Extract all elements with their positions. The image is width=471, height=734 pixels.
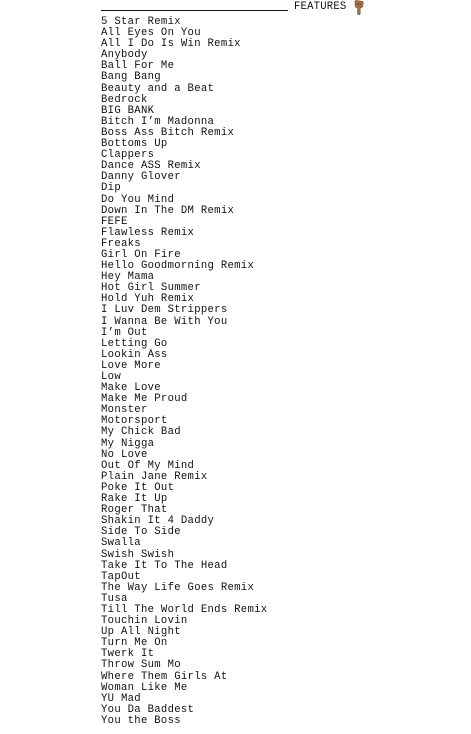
song-list-item: Hey Mama bbox=[101, 271, 155, 284]
song-list-item: Hold Yuh Remix bbox=[101, 293, 195, 306]
song-list-item: 5 Star Remix bbox=[101, 16, 181, 28]
song-list-item: FEFE bbox=[101, 215, 128, 228]
song-list-item: I Wanna Be With You bbox=[101, 315, 228, 328]
song-list-item: Girl On Fire bbox=[101, 248, 181, 261]
song-list-item: Anybody bbox=[101, 49, 148, 62]
song-list-item: Clappers bbox=[101, 149, 155, 162]
features-song-list bbox=[101, 17, 461, 727]
song-list-item: No Love bbox=[101, 448, 148, 461]
song-list-item: Love More bbox=[101, 359, 161, 372]
song-list-item: Turn Me On bbox=[101, 637, 168, 650]
song-list-item: Danny Glover bbox=[101, 171, 181, 184]
song-list-item: Plain Jane Remix bbox=[101, 470, 208, 483]
song-list-item: Letting Go bbox=[101, 337, 168, 350]
song-list-item: Make Love bbox=[101, 382, 161, 395]
features-title: FEATURES bbox=[294, 1, 347, 13]
note-content bbox=[101, 0, 461, 727]
song-list-item: Dance ASS Remix bbox=[101, 160, 201, 173]
song-list-item: Till The World Ends Remix bbox=[101, 603, 268, 616]
song-list-item: My Nigga bbox=[101, 437, 155, 450]
song-list-item: Make Me Proud bbox=[101, 393, 188, 406]
song-list-item: Up All Night bbox=[101, 626, 181, 639]
song-list-item: Where Them Girls At bbox=[101, 670, 228, 683]
song-list-item: Twerk It bbox=[101, 648, 155, 661]
song-list-item: Take It To The Head bbox=[101, 559, 228, 572]
song-list-item: Swish Swish bbox=[101, 548, 175, 561]
song-list-item: Down In The DM Remix bbox=[101, 204, 235, 217]
song-list-item: Boss Ass Bitch Remix bbox=[101, 126, 235, 139]
song-list-item: YU Mad bbox=[101, 692, 141, 705]
song-list-item: Ball For Me bbox=[101, 60, 175, 73]
song-list-item: BIG BANK bbox=[101, 104, 155, 117]
song-list-item: You Da Baddest bbox=[101, 703, 195, 716]
features-header bbox=[101, 0, 461, 15]
song-list-item: All Eyes On You bbox=[101, 27, 201, 40]
song-list-item: You the Boss bbox=[101, 714, 181, 727]
song-list-item: Dip bbox=[101, 182, 121, 195]
header-underline bbox=[101, 10, 288, 11]
song-list-item: Bitch I’m Madonna bbox=[101, 115, 215, 128]
song-list-item: Hello Goodmorning Remix bbox=[101, 260, 255, 273]
song-list-item: Bedrock bbox=[101, 93, 148, 106]
song-list-item: Hot Girl Summer bbox=[101, 282, 201, 295]
song-list-item: Rake It Up bbox=[101, 493, 168, 506]
song-list-item: Poke It Out bbox=[101, 481, 175, 494]
song-list-item: Throw Sum Mo bbox=[101, 659, 181, 672]
song-list-item: Do You Mind bbox=[101, 193, 175, 206]
song-list-item: Bang Bang bbox=[101, 71, 161, 84]
song-list-item: Roger That bbox=[101, 504, 168, 517]
song-list-item: The Way Life Goes Remix bbox=[101, 581, 255, 594]
song-list-item: My Chick Bad bbox=[101, 426, 181, 439]
song-list-item: I Luv Dem Strippers bbox=[101, 304, 228, 317]
song-list-item: Swalla bbox=[101, 537, 141, 550]
song-list-item: All I Do Is Win Remix bbox=[101, 38, 241, 51]
song-list-item: Low bbox=[101, 371, 121, 383]
backhand-index-pointing-down-icon bbox=[352, 0, 366, 15]
song-list-item: Flawless Remix bbox=[101, 226, 195, 239]
song-list-item: Out Of My Mind bbox=[101, 459, 195, 472]
song-list-item: Woman Like Me bbox=[101, 681, 188, 694]
song-list-item: Touchin Lovin bbox=[101, 615, 188, 628]
song-list-item: Motorsport bbox=[101, 415, 168, 428]
song-list-item: Bottoms Up bbox=[101, 138, 168, 151]
song-list-item: Shakin It 4 Daddy bbox=[101, 515, 215, 528]
song-list-item: Beauty and a Beat bbox=[101, 82, 215, 95]
song-list-item: TapOut bbox=[101, 570, 141, 583]
song-list-item: I’m Out bbox=[101, 326, 148, 339]
song-list-item: Tusa bbox=[101, 592, 128, 605]
song-list-item: Lookin Ass bbox=[101, 348, 168, 361]
song-list-item: Side To Side bbox=[101, 526, 181, 539]
song-list-item: Freaks bbox=[101, 237, 141, 250]
song-list-item: Monster bbox=[101, 404, 148, 417]
